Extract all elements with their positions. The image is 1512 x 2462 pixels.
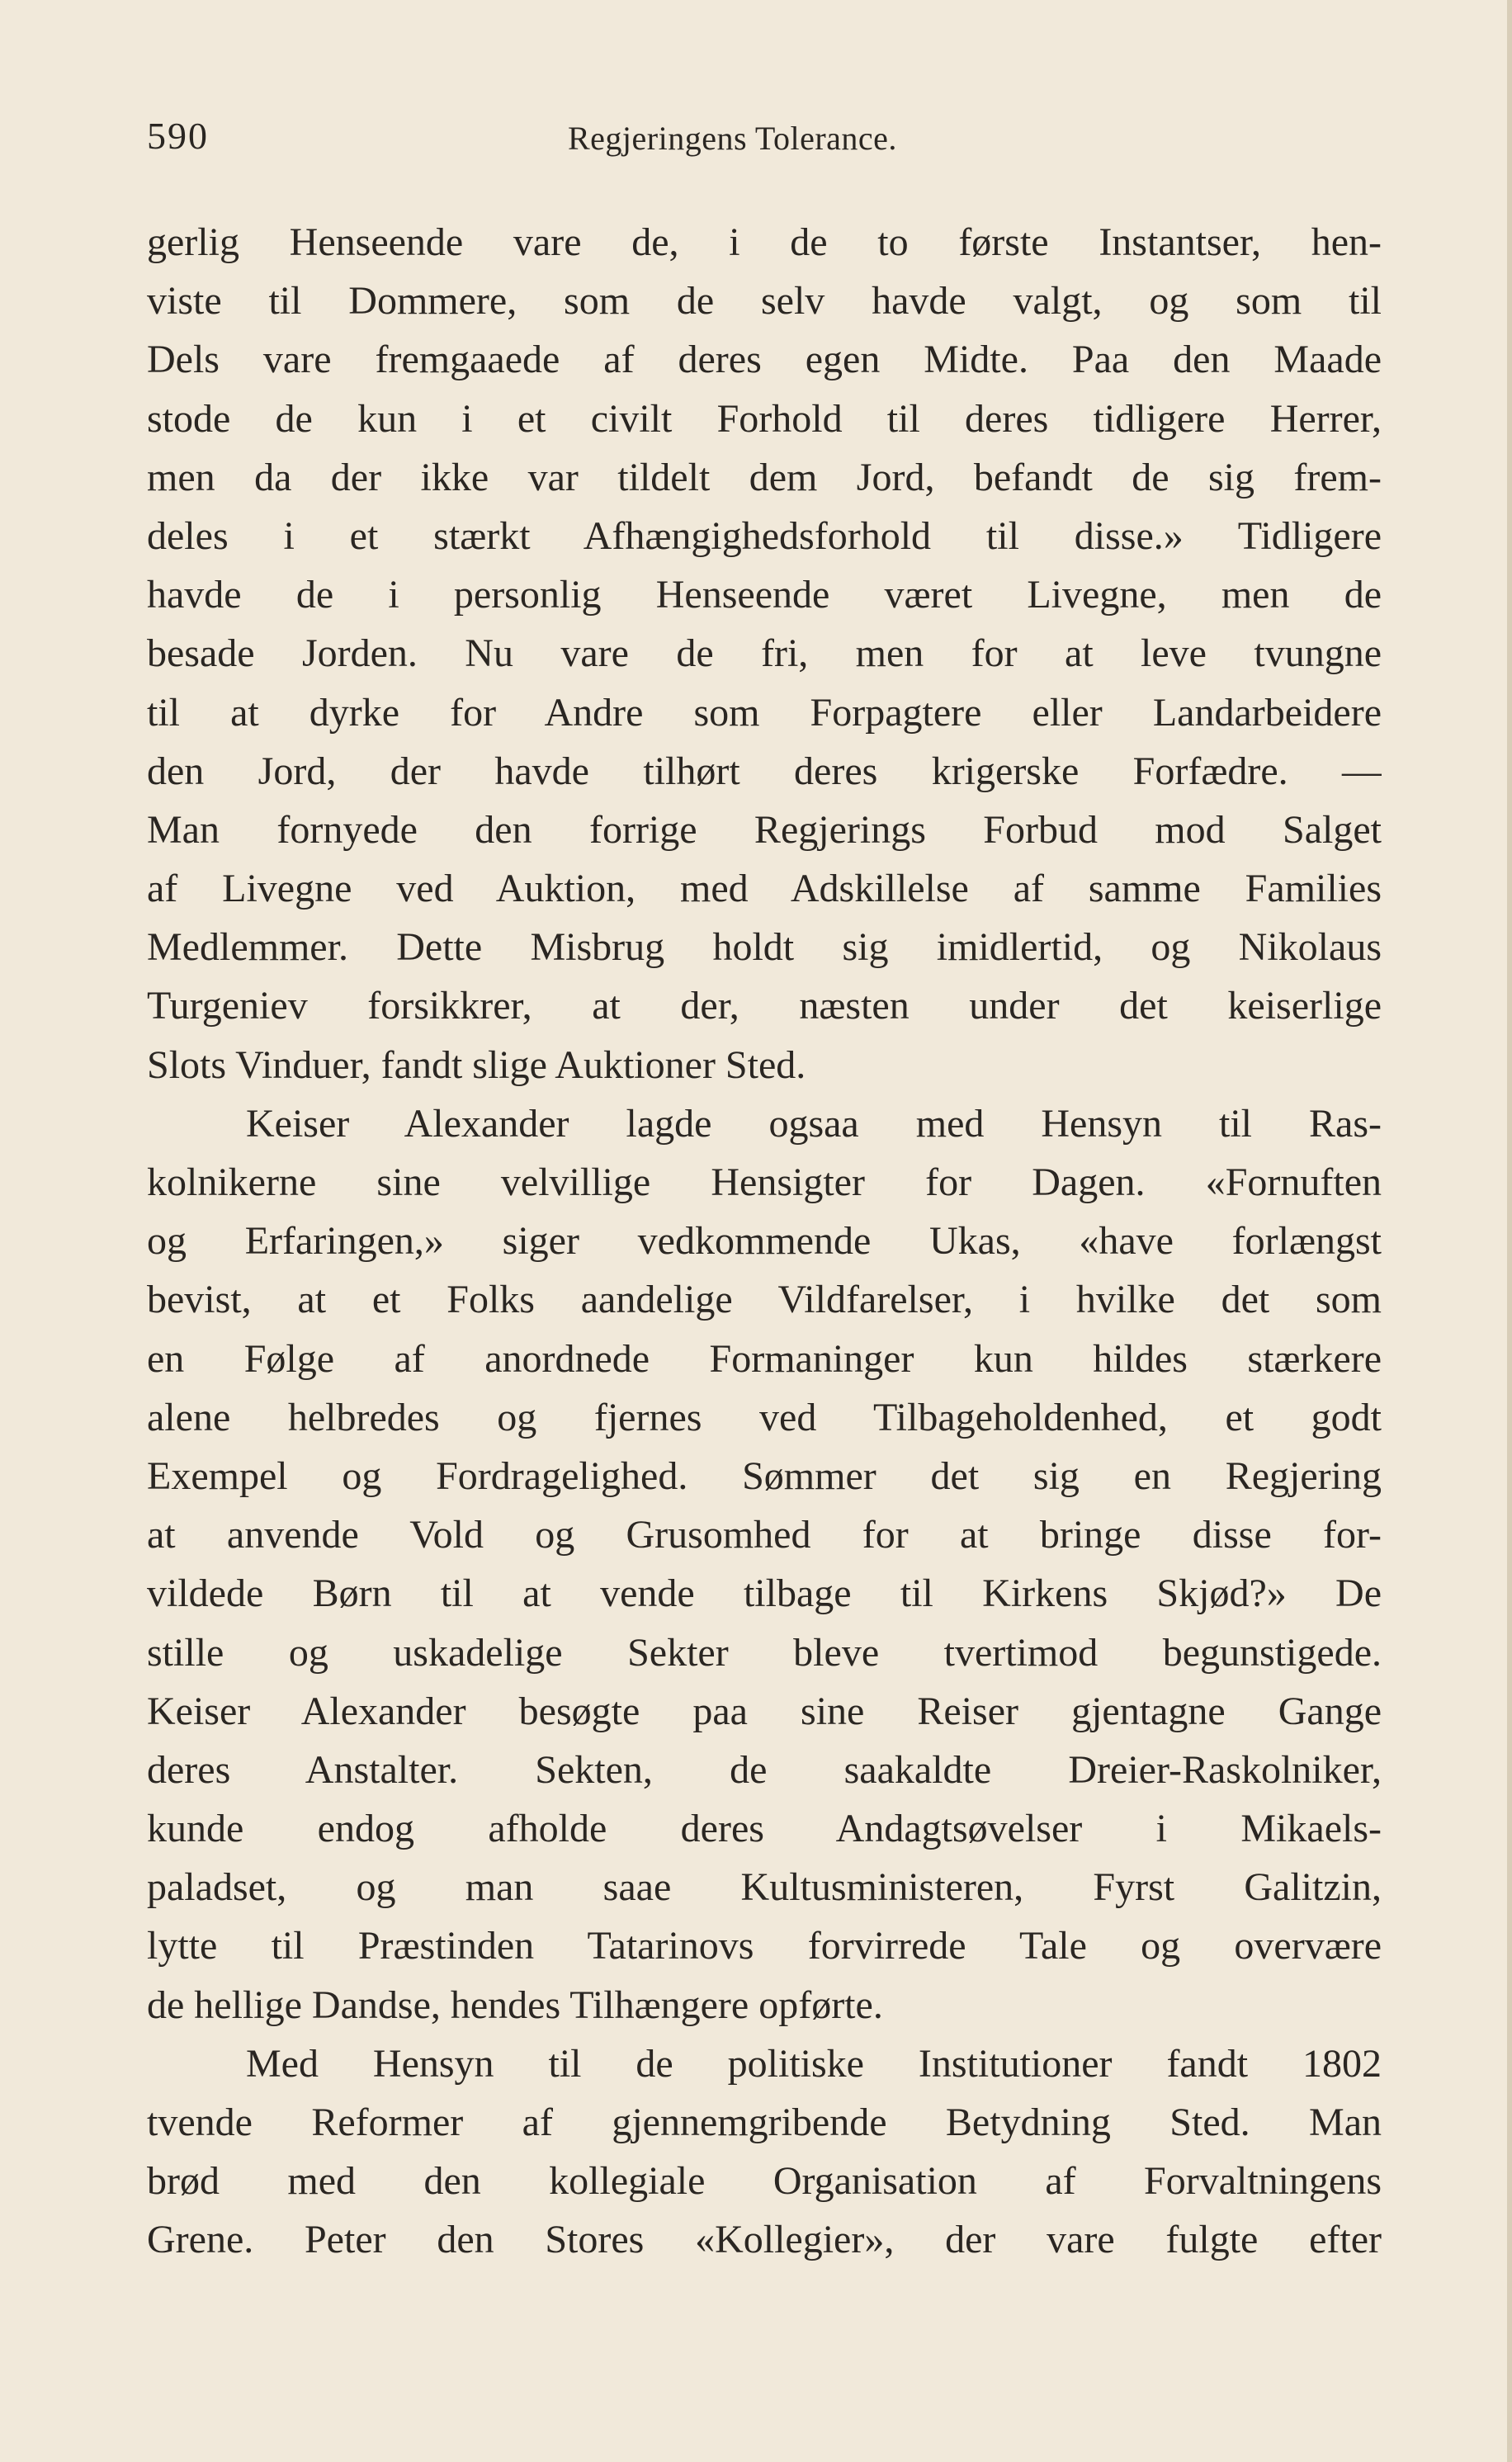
text-line: Slots Vinduer, fandt slige Auktioner Sted.	[147, 1042, 806, 1087]
text-line: kolnikerne sine velvillige Hensigter for Dagen. «Fornuften	[147, 1160, 1382, 1204]
running-head	[147, 114, 1385, 172]
text-line: men da der ikke var tildelt dem Jord, befandt de sig frem-	[147, 455, 1382, 499]
text-line: Exempel og Fordragelighed. Sømmer det sig en Regjering	[147, 1453, 1382, 1498]
paragraph-2	[147, 1094, 1382, 2034]
text-line: af Livegne ved Auktion, med Adskillelse af samme Families	[147, 867, 1382, 911]
text-line: besade Jorden. Nu vare de fri, men for at leve tvungne	[147, 631, 1382, 676]
text-line: alene helbredes og fjernes ved Tilbageholdenhed, et godt	[147, 1395, 1382, 1439]
text-line: Keiser Alexander lagde ogsaa med Hensyn til Ras-	[246, 1101, 1382, 1146]
text-line: viste til Dommere, som de selv havde valgt, og som til	[147, 279, 1382, 324]
text-line: brød med den kollegiale Organisation af Forvaltningens	[147, 2159, 1382, 2204]
text-line: gerlig Henseende vare de, i de to første Instantser, hen-	[147, 220, 1382, 264]
text-line: til at dyrke for Andre som Forpagtere eller Landarbeidere	[147, 690, 1382, 735]
page-number: 590	[147, 115, 209, 157]
text-line: deres Anstalter. Sekten, de saakaldte Dreier-Raskolniker,	[147, 1747, 1382, 1792]
paragraph-1	[147, 213, 1382, 1094]
text-line: lytte til Præstinden Tatarinovs forvirrede Tale og overvære	[147, 1924, 1382, 1968]
text-line: at anvende Vold og Grusomhed for at bringe disse for-	[147, 1513, 1382, 1557]
text-line: Dels vare fremgaaede af deres egen Midte. Paa den Maade	[147, 338, 1382, 382]
text-line: Med Hensyn til de politiske Institutioner fandt 1802	[246, 2041, 1382, 2086]
text-line: og Erfaringen,» siger vedkommende Ukas, «have forlængst	[147, 1219, 1382, 1264]
text-line: paladset, og man saae Kultusministeren, Fyrst Galitzin,	[147, 1865, 1382, 1910]
text-line: den Jord, der havde tilhørt deres krigerske Forfædre. —	[147, 749, 1382, 793]
text-line: havde de i personlig Henseende været Livegne, men de	[147, 573, 1382, 617]
text-line: Man fornyede den forrige Regjerings Forbud mod Salget	[147, 807, 1382, 852]
text-line: Keiser Alexander besøgte paa sine Reiser gjentagne Gange	[147, 1689, 1382, 1733]
text-line: en Følge af anordnede Formaninger kun hildes stærkere	[147, 1336, 1382, 1381]
running-title: Regjeringens Tolerance.	[568, 120, 897, 157]
text-line: Turgeniev forsikkrer, at der, næsten under det keiserlige	[147, 984, 1382, 1028]
text-line: stode de kun i et civilt Forhold til deres tidligere Herrer,	[147, 396, 1382, 441]
body-text	[147, 213, 1382, 2270]
text-line: kunde endog afholde deres Andagtsøvelser i Mikaels-	[147, 1807, 1382, 1851]
text-line: Grene. Peter den Stores «Kollegier», der vare fulgte efter	[147, 2218, 1382, 2262]
text-line: bevist, at et Folks aandelige Vildfarelser, i hvilke det som	[147, 1278, 1382, 1322]
paragraph-3	[147, 2034, 1382, 2270]
text-line: vildede Børn til at vende tilbage til Kirkens Skjød?» De	[147, 1571, 1382, 1616]
text-line: stille og uskadelige Sekter bleve tvertimod begunstigede.	[147, 1630, 1382, 1675]
page-edge	[1507, 0, 1512, 2462]
text-line: Medlemmer. Dette Misbrug holdt sig imidlertid, og Nikolaus	[147, 925, 1382, 970]
text-line: de hellige Dandse, hendes Tilhængere opførte.	[147, 1982, 883, 2027]
text-line: tvende Reformer af gjennemgribende Betydning Sted. Man	[147, 2100, 1382, 2144]
text-line: deles i et stærkt Afhængighedsforhold til disse.» Tidligere	[147, 513, 1382, 558]
